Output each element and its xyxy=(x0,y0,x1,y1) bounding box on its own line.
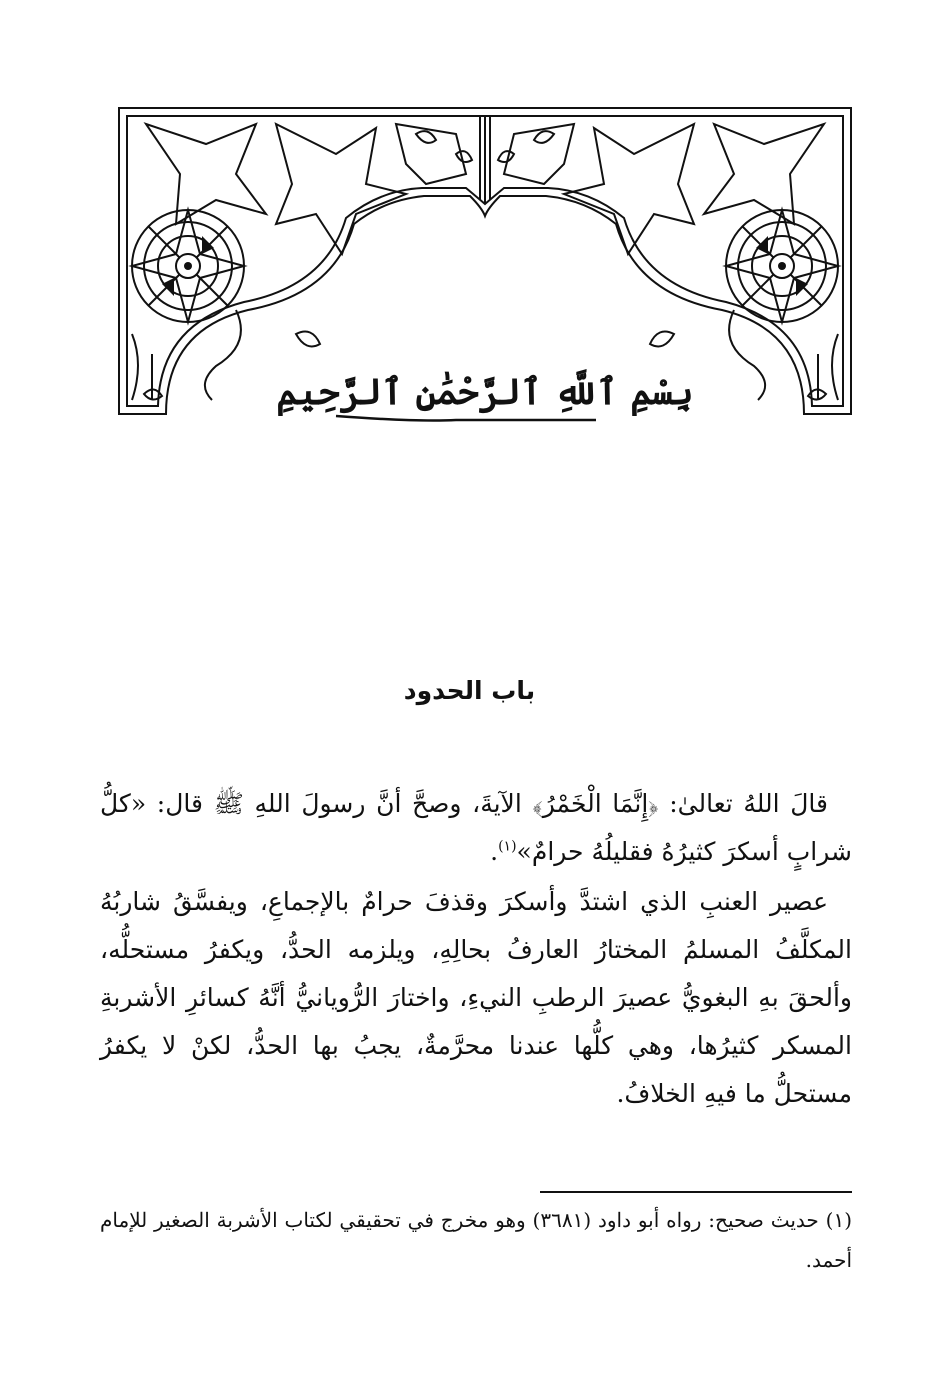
paragraph-1-text: قالَ اللهُ تعالىٰ: ﴿إِنَّمَا الْخَمْرُ﴾ الآيةَ، وصحَّ أنَّ رسولَ اللهِ ﷺ قال: «كلُّ شرابٍ أسكرَ كثيرُهُ فقليلُهُ حرامٌ» xyxy=(100,789,852,866)
footnote-divider xyxy=(540,1191,852,1193)
chapter-title: باب الحدود xyxy=(403,676,536,705)
footnote: (١) حديث صحيح: رواه أبو داود (٣٦٨١) وهو مخرج في تحقيقي لكتاب الأشربة الصغير للإمام أحمد. xyxy=(100,1208,852,1272)
body-text xyxy=(100,780,852,1120)
footnote-reference[interactable]: (١) xyxy=(498,838,517,855)
paragraph-1-trail: . xyxy=(490,837,499,866)
paragraph-1 xyxy=(100,780,852,876)
header-ornament xyxy=(116,104,854,436)
paragraph-2: عصير العنبِ الذي اشتدَّ وأسكرَ وقذفَ حرامٌ بالإجماعِ، ويفسَّقُ شاربُهُ المكلَّفُ المسلمُ المختارُ العارفُ بحالِهِ، ويلزمه الحدُّ، ويكفرُ مستحلُّه، وألحقَ بهِ البغويُّ عصيرَ الرطبِ النيءِ، واختارَ الرُّويانيُّ أنَّهُ كسائرِ الأشربةِ المسكر كثيرُها، وهي كلُّها عندنا محرَّمةٌ، يجبُ بها الحدُّ، لكنْ لا يكفرُ مستحلُّ ما فيهِ الخلافُ. xyxy=(100,887,852,1108)
basmala-calligraphy: بِسْمِ ٱللَّهِ ٱلرَّحْمَٰنِ ٱلرَّحِيمِ xyxy=(276,371,694,413)
